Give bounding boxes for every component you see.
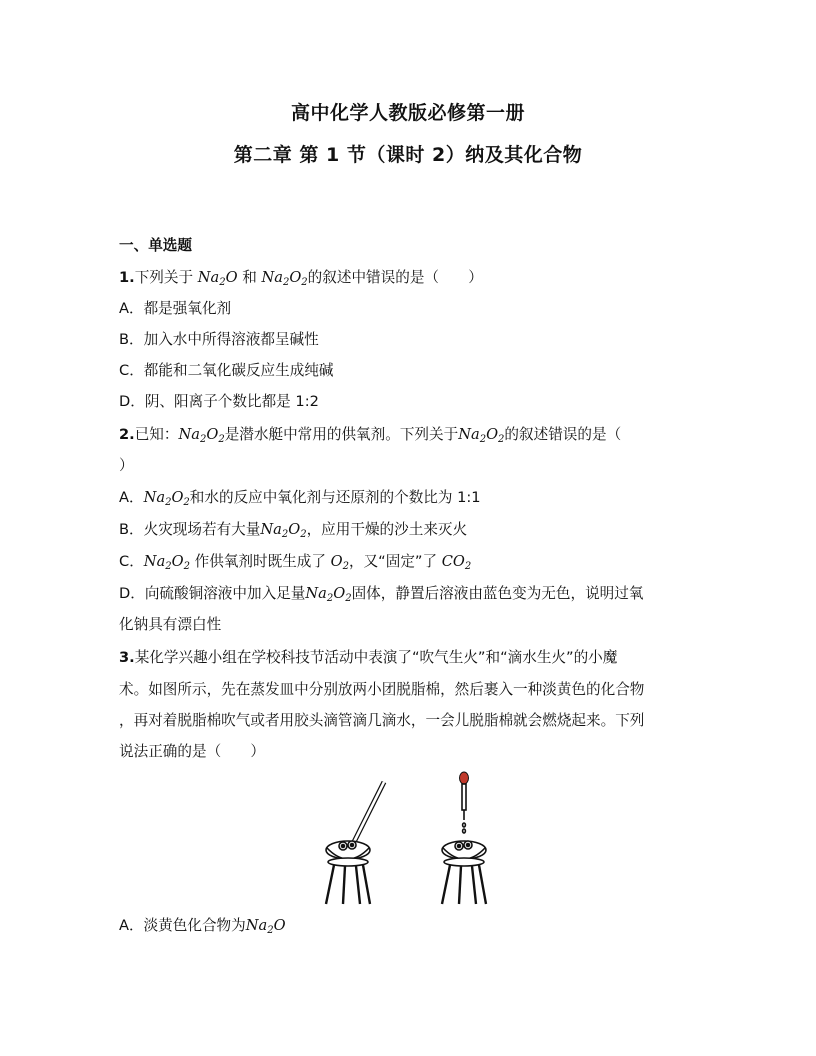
formula-na2o2: $Na_2O_2$ (143, 553, 190, 572)
stand-leg (326, 865, 334, 904)
formula-na2o2: $Na_2O_2$ (261, 269, 308, 288)
q1-option-b: B．加入水中所得溶液都呈碱性 (119, 331, 319, 348)
question-number: 1. (119, 269, 135, 286)
q1-option-d: D．阴、阳离子个数比都是 1:2 (119, 393, 319, 410)
q2-option-c (119, 552, 471, 577)
formula-na2o2: $Na_2O_2$ (143, 489, 190, 508)
blowing-setup (326, 782, 384, 904)
page-title: 高中化学人教版必修第一册 (290, 102, 525, 124)
formula-na2o: $Na_2O$ (197, 269, 238, 288)
q1-option-a: A．都是强氧化剂 (119, 300, 232, 317)
stand-leg (459, 866, 461, 904)
formula-na2o: $Na_2O$ (245, 917, 286, 936)
question-number: 2. (119, 426, 135, 443)
experiment-figure (318, 770, 498, 906)
stand-leg (343, 866, 345, 904)
q2-text-pre: 已知： (134, 426, 179, 443)
water-drop-icon (463, 829, 466, 833)
option-text: ，应用干燥的沙土来灭火 (306, 521, 468, 538)
question-3-stem (119, 648, 617, 668)
stand-leg (363, 865, 370, 904)
q2-stem-cont: ） (119, 457, 134, 474)
option-text: 固体，静置后溶液由蓝色变为无色，说明过氧 (351, 585, 644, 602)
formula-na2o2: $Na_2O_2$ (178, 426, 225, 445)
formula-co2: $CO_2$ (441, 553, 472, 572)
q3-text-line: 某化学兴趣小组在学校科技节活动中表演了“吹气生火”和“滴水生火”的小魔 (134, 649, 618, 666)
section-heading: 一、单选题 (119, 237, 192, 254)
option-label: A．淡黄色化合物为 (119, 917, 246, 934)
option-label: D．向硫酸铜溶液中加入足量 (119, 585, 306, 602)
option-label: A． (119, 489, 144, 506)
q3-text-line: 术。如图所示，先在蒸发皿中分别放两小团脱脂棉，然后裹入一种淡黄色的化合物 (119, 681, 645, 698)
option-text: 和水的反应中氧化剂与还原剂的个数比为 1:1 (189, 489, 481, 506)
q3-text-line: ，再对着脱脂棉吹气或者用胶头滴管滴几滴水，一会儿脱脂棉就会燃烧起来。下列 (119, 712, 645, 729)
water-drop-icon (463, 823, 466, 827)
q2-option-a (119, 488, 481, 513)
q2-option-d-cont: 化钠具有漂白性 (119, 616, 222, 633)
dropping-setup (442, 772, 486, 904)
dropper-tube (462, 784, 466, 810)
formula-na2o2: $Na_2O_2$ (458, 426, 505, 445)
question-2-stem (119, 425, 621, 450)
dropper-bulb-icon (460, 772, 469, 784)
question-number: 3. (119, 649, 135, 666)
blow-tube-inner (354, 782, 384, 842)
option-text: 作供氧剂时既生成了 (194, 553, 326, 570)
q3-text-line: 说法正确的是（ ） (119, 743, 265, 760)
formula-na2o2: $Na_2O_2$ (260, 521, 307, 540)
formula-o2: $O_2$ (330, 553, 349, 572)
q2-option-d (119, 584, 643, 609)
stand-leg (356, 866, 360, 904)
q1-text-mid: 和 (242, 269, 257, 286)
stand-leg (479, 865, 486, 904)
q2-option-b (119, 520, 467, 545)
q1-text-pre: 下列关于 (134, 269, 194, 286)
q1-option-c: C．都能和二氧化碳反应生成纯碱 (119, 362, 334, 379)
stand-leg (472, 866, 476, 904)
formula-na2o2: $Na_2O_2$ (305, 585, 352, 604)
option-text: ，又“固定”了 (348, 553, 438, 570)
page-subtitle: 第二章 第 1 节（课时 2）纳及其化合物 (233, 144, 583, 166)
q1-text-post: 的叙述中错误的是（ ） (307, 269, 483, 286)
q3-option-a (119, 916, 286, 941)
question-1-stem (119, 268, 483, 293)
stand-ring (328, 858, 368, 866)
stand-ring (444, 858, 484, 866)
option-label: B．火灾现场若有大量 (119, 521, 261, 538)
q2-text-mid: 是潜水艇中常用的供氧剂。下列关于 (224, 426, 459, 443)
option-label: C． (119, 553, 144, 570)
stand-leg (442, 865, 450, 904)
q2-text-post: 的叙述错误的是（ (504, 426, 622, 443)
